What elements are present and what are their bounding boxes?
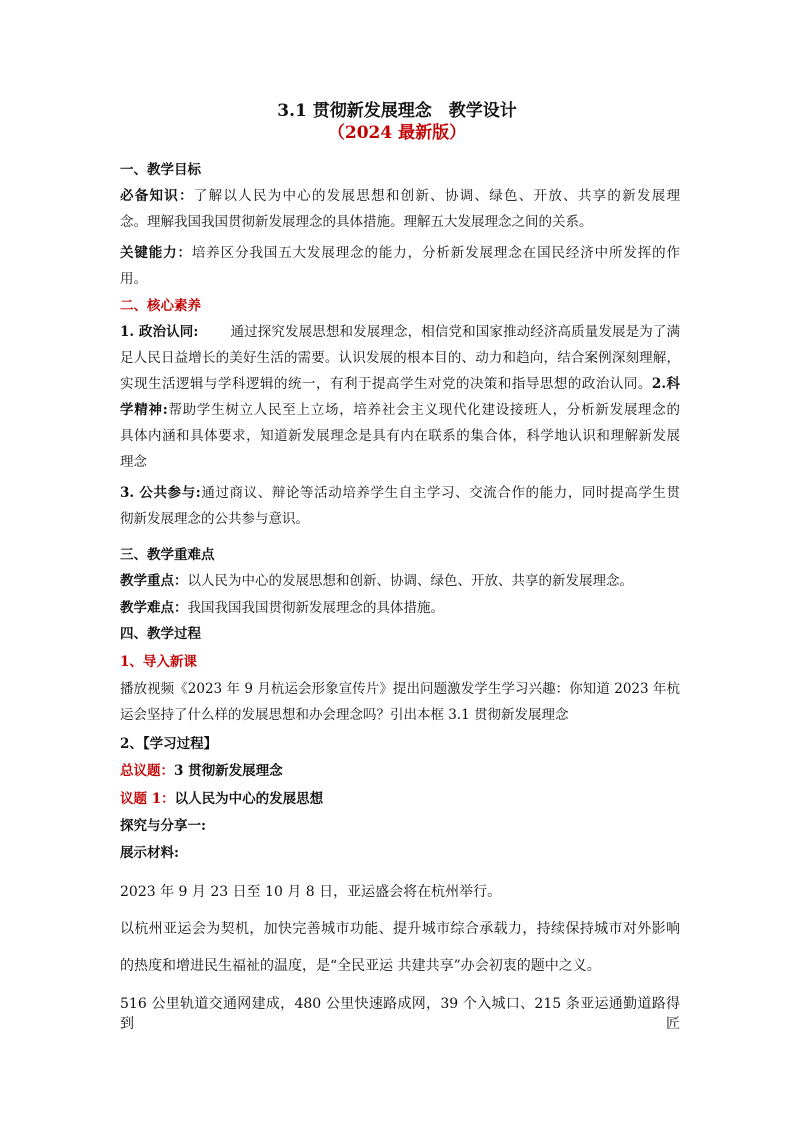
paragraph-line: 教学难点：我国我国我国贯彻新发展理念的具体措施。: [120, 600, 444, 616]
doc-subtitle: （2024 最新版）: [327, 123, 467, 143]
subsection-heading-learning-process: 2、【学习过程】: [120, 736, 218, 752]
material-paragraph: 以杭州亚运会为契机，加快完善城市功能、提升城市综合承载力，持续保持城市对外影响: [120, 921, 680, 937]
section-heading-objectives: 一、教学目标: [120, 162, 201, 178]
label-essential-knowledge: 必备知识：: [120, 188, 194, 204]
section-heading-core-literacy: 二、核心素养: [120, 298, 201, 314]
material-paragraph: 2023 年 9 月 23 日至 10 月 8 日，亚运盛会将在杭州举行。: [120, 884, 502, 900]
label-scientific-spirit-end: 学精神:: [120, 402, 168, 418]
paragraph-line: 彻新发展理念的公共参与意识。: [120, 511, 309, 527]
material-paragraph: 的热度和增进民生福祉的温度，是“全民亚运 共建共享”办会初衷的题中之义。: [120, 958, 601, 974]
paragraph-line: 学精神:帮助学生树立人民至上立场，培养社会主义现代化建设接班人，分析新发展理念的: [120, 402, 681, 418]
paragraph-line: 实现生活逻辑与学科逻辑的统一，有利于提高学生对党的决策和指导思想的政治认同。2.科: [120, 376, 681, 392]
paragraph-line: 关键能力：培养区分我国五大发展理念的能力，分析新发展理念在国民经济中所发挥的作: [120, 245, 681, 261]
main-topic: 总议题：3 贯彻新发展理念: [120, 763, 283, 779]
paragraph-line: 教学重点：以人民为中心的发展思想和创新、协调、绿色、开放、共享的新发展理念。: [120, 573, 633, 589]
paragraph-line: 必备知识：了解以人民为中心的发展思想和创新、协调、绿色、开放、共享的新发展理: [120, 188, 681, 204]
label-sub-topic: 议题 1：: [120, 791, 175, 807]
section-heading-key-difficult: 三、教学重难点: [120, 547, 215, 563]
label-teaching-difficulty: 教学难点：: [120, 600, 188, 616]
paragraph-line: 用。: [120, 271, 147, 287]
label-public-participation: 3. 公共参与:: [120, 485, 201, 501]
label-main-topic: 总议题：: [120, 763, 174, 779]
explore-share-heading: 探究与分享一:: [120, 818, 206, 834]
paragraph-line: 理念: [120, 454, 147, 470]
material-heading: 展示材料:: [120, 845, 179, 861]
label-political-identity: 1. 政治认同:: [120, 324, 199, 340]
label-teaching-focus: 教学重点：: [120, 573, 188, 589]
section-heading-process: 四、教学过程: [120, 626, 201, 642]
paragraph-line: 1. 政治认同: 通过探究发展思想和发展理念，相信党和国家推动经济高质量发展是为了满: [120, 324, 681, 340]
sub-topic-1: 议题 1：以人民为中心的发展思想: [120, 791, 324, 807]
label-key-ability: 关键能力：: [120, 245, 192, 261]
paragraph-line: 念。理解我国我国贯彻新发展理念的具体措施。理解五大发展理念之间的关系。: [120, 214, 593, 230]
paragraph-line: 3. 公共参与:通过商议、辩论等活动培养学生自主学习、交流合作的能力，同时提高学生贯: [120, 485, 681, 501]
paragraph-line: 播放视频《2023 年 9 月杭运会形象宣传片》提出问题激发学生学习兴趣：你知道 2023 年杭: [120, 681, 680, 697]
paragraph-line: 运会坚持了什么样的发展思想和办会理念吗？引出本框 3.1 贯彻新发展理念: [120, 707, 569, 723]
material-paragraph: 516 公里轨道交通网建成，480 公里快速路成网，39 个入城口、215 条亚运通勤道路得到匠: [120, 996, 680, 1032]
paragraph-line: 具体内涵和具体要求，知道新发展理念是具有内在联系的集合体，科学地认识和理解新发展: [120, 428, 680, 444]
paragraph-line: 足人民日益增长的美好生活的需要。认识发展的根本目的、动力和趋向，结合案例深刻理解，: [120, 350, 680, 366]
subsection-heading-intro: 1、导入新课: [120, 654, 197, 670]
label-scientific-spirit-start: 2.科: [651, 376, 681, 392]
doc-title: 3.1 贯彻新发展理念 教学设计: [277, 101, 517, 121]
